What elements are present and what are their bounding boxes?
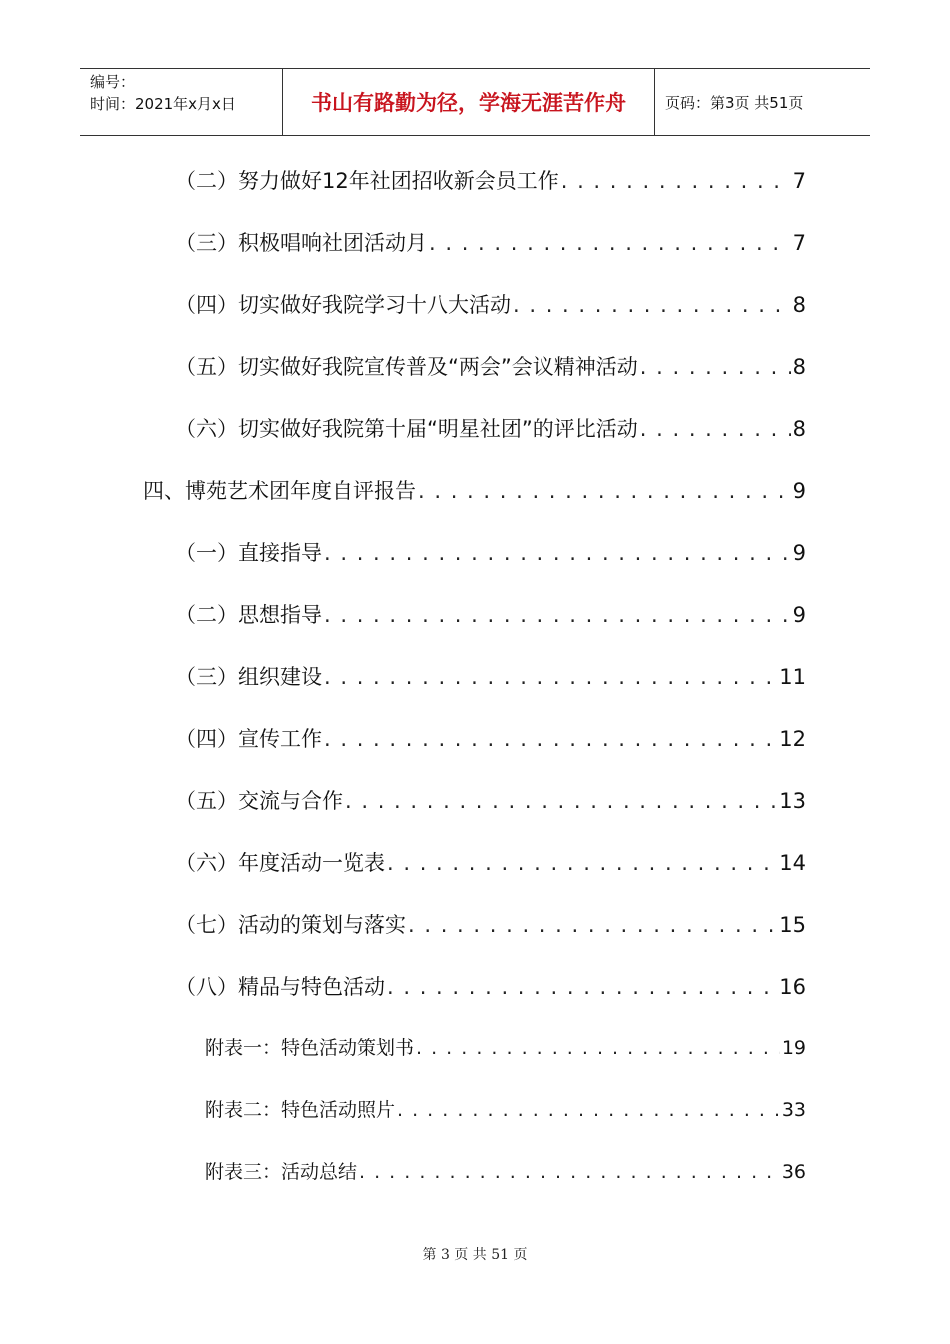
toc-dot-leader [345,789,777,813]
toc-dot-leader [324,665,777,689]
toc-entry[interactable] [175,723,806,763]
toc-dot-leader [418,479,791,503]
toc-dot-leader [324,727,777,751]
toc-entry[interactable] [175,227,806,267]
toc-entry-page-number: 9 [792,541,806,565]
toc-entry[interactable] [175,165,806,205]
toc-entry-title: （一）直接指导 [175,541,322,565]
document-number-label: 编号： [90,73,136,91]
header-motto: 书山有路勤为径，学海无涯苦作舟 [282,69,655,135]
toc-entry-title: 附表三：活动总结 [205,1161,358,1183]
toc-entry-page-number: 19 [781,1037,806,1059]
toc-entry[interactable] [205,1033,806,1073]
toc-entry[interactable] [175,413,806,453]
toc-entry-page-number: 9 [792,603,806,627]
toc-entry-page-number: 8 [792,293,806,317]
toc-entry-page-number: 12 [779,727,806,751]
toc-dot-leader [640,417,791,441]
toc-dot-leader [387,851,777,875]
toc-entry-page-number: 16 [779,975,806,999]
page-header [80,68,870,136]
toc-entry-title: （四）切实做好我院学习十八大活动 [175,293,511,317]
header-meta [80,69,282,135]
toc-entry[interactable] [175,971,806,1011]
toc-entry-title: 附表二：特色活动照片 [205,1099,396,1121]
toc-entry-page-number: 9 [792,479,806,503]
toc-entry-page-number: 7 [792,231,806,255]
toc-entry-title: （七）活动的策划与落实 [175,913,406,937]
toc-entry-page-number: 7 [792,169,806,193]
toc-entry[interactable] [205,1157,806,1197]
toc-entry[interactable] [143,475,806,515]
toc-dot-leader [429,231,791,255]
header-page-info: 页码：第3页 共51页 [665,93,804,112]
toc-dot-leader [324,541,791,565]
document-time-label: 时间：2021年x月x日 [90,95,236,113]
toc-dot-leader [359,1161,780,1183]
toc-entry-title: （八）精品与特色活动 [175,975,385,999]
toc-entry[interactable] [175,909,806,949]
toc-entry[interactable] [175,785,806,825]
toc-dot-leader [561,169,791,193]
toc-dot-leader [640,355,791,379]
toc-dot-leader [416,1037,780,1059]
toc-entry-page-number: 11 [779,665,806,689]
toc-entry-title: （四）宣传工作 [175,727,322,751]
toc-entry-title: （五）交流与合作 [175,789,343,813]
toc-entry-page-number: 36 [781,1161,806,1183]
toc-entry-title: 附表一：特色活动策划书 [205,1037,415,1059]
toc-entry[interactable] [205,1095,806,1135]
toc-entry-title: （二）思想指导 [175,603,322,627]
toc-entry-title: （六）年度活动一览表 [175,851,385,875]
toc-entry-page-number: 14 [779,851,806,875]
toc-entry[interactable] [175,289,806,329]
toc-entry[interactable] [175,351,806,391]
toc-entry-title: （六）切实做好我院第十届“明星社团”的评比活动 [175,417,638,441]
toc-entry-page-number: 13 [779,789,806,813]
toc-entry-title: （三）积极唱响社团活动月 [175,231,427,255]
toc-dot-leader [513,293,791,317]
toc-entry-page-number: 8 [792,355,806,379]
toc-dot-leader [387,975,777,999]
toc-entry-title: 四、博苑艺术团年度自评报告 [143,479,416,503]
toc-entry-page-number: 15 [779,913,806,937]
page-footer: 第 3 页 共 51 页 [422,1247,528,1263]
toc-entry-title: （三）组织建设 [175,665,322,689]
toc-entry-title: （二）努力做好12年社团招收新会员工作 [175,169,559,193]
toc-entry[interactable] [175,537,806,577]
toc-dot-leader [397,1099,780,1121]
toc-dot-leader [324,603,791,627]
toc-entry[interactable] [175,847,806,887]
toc-entry-title: （五）切实做好我院宣传普及“两会”会议精神活动 [175,355,638,379]
toc-entry[interactable] [175,599,806,639]
toc-entry[interactable] [175,661,806,701]
toc-entry-page-number: 8 [792,417,806,441]
toc-entry-page-number: 33 [781,1099,806,1121]
toc-dot-leader [408,913,777,937]
